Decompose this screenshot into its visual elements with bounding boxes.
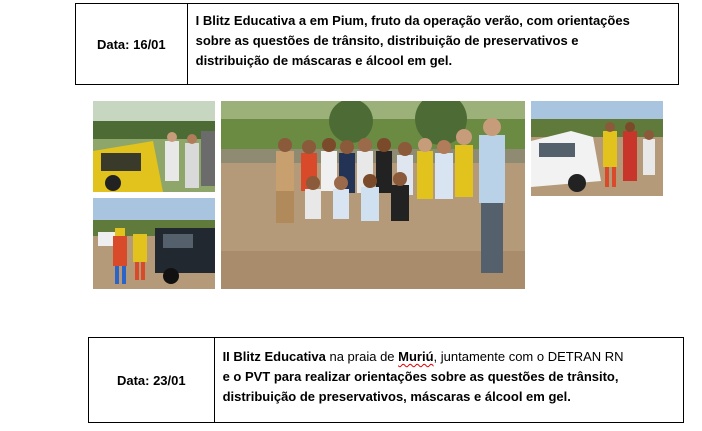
photo-group (221, 101, 525, 289)
photo-clowns-pickup (93, 198, 215, 289)
entry-description: I Blitz Educativa a em Pium, fruto da operação verão, com orientações sobre as questões de trânsito, distribuição de preservativos e distribuição de máscaras e álcool em gel. (195, 13, 630, 68)
entry-description: II Blitz Educativa na praia de Muriú, juntamente com o DETRAN RN e o PVT para realizar orientações sobre as questões de trânsito, distribuição de preservativos, máscaras e álcool em gel. (222, 349, 624, 404)
photo-yellow-vehicle (93, 101, 215, 192)
entry-16-01 (75, 3, 679, 85)
photo-white-car (531, 101, 663, 196)
entry-date: Data: 23/01 (89, 338, 215, 422)
entry-date: Data: 16/01 (76, 4, 188, 84)
entry-23-01 (88, 337, 684, 423)
